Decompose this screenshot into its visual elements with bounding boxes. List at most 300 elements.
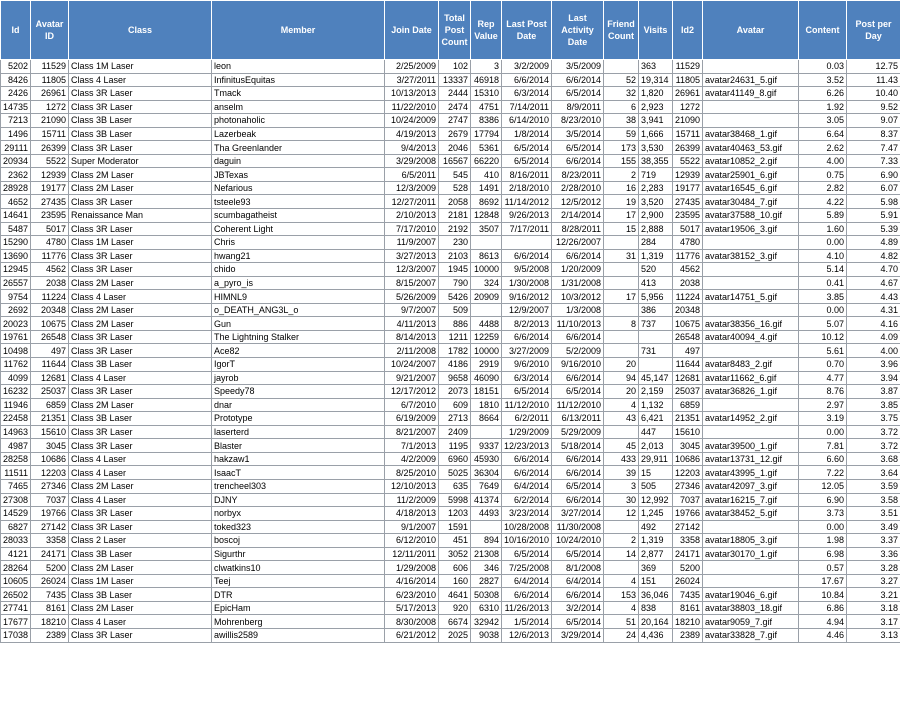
cell-avatar[interactable] (703, 276, 799, 290)
cell-last-activity-date[interactable]: 6/6/2014 (552, 371, 604, 385)
cell-visits[interactable]: 520 (639, 263, 673, 277)
cell-content[interactable]: 0.70 (799, 358, 847, 372)
cell-post-per-day[interactable]: 3.37 (847, 534, 900, 548)
cell-avatar-id[interactable]: 27435 (31, 195, 69, 209)
cell-class[interactable]: Class 4 Laser (69, 493, 212, 507)
cell-member[interactable]: anselm (212, 100, 385, 114)
cell-last-activity-date[interactable]: 6/5/2014 (552, 385, 604, 399)
cell-post-per-day[interactable]: 8.37 (847, 127, 900, 141)
cell-class[interactable]: Class 2M Laser (69, 317, 212, 331)
cell-member[interactable]: Tha Greenlander (212, 141, 385, 155)
cell-friend-count[interactable]: 59 (604, 127, 639, 141)
cell-last-post-date[interactable]: 6/3/2014 (502, 371, 552, 385)
cell-post-per-day[interactable]: 3.58 (847, 493, 900, 507)
cell-join-date[interactable]: 9/21/2007 (385, 371, 439, 385)
cell-id[interactable]: 10605 (1, 574, 31, 588)
cell-rep-value[interactable]: 8613 (471, 249, 502, 263)
cell-content[interactable]: 0.00 (799, 425, 847, 439)
cell-last-activity-date[interactable]: 10/3/2012 (552, 290, 604, 304)
cell-id[interactable]: 29111 (1, 141, 31, 155)
cell-member[interactable]: Nefarious (212, 181, 385, 195)
cell-id[interactable]: 11762 (1, 358, 31, 372)
cell-friend-count[interactable]: 43 (604, 412, 639, 426)
header-content[interactable]: Content (799, 1, 847, 60)
cell-id[interactable]: 20934 (1, 154, 31, 168)
cell-avatar[interactable]: avatar40463_53.gif (703, 141, 799, 155)
cell-rep-value[interactable]: 50308 (471, 588, 502, 602)
cell-rep-value[interactable]: 17794 (471, 127, 502, 141)
table-row[interactable] (1, 398, 900, 412)
table-row[interactable] (1, 209, 900, 223)
cell-avatar[interactable]: avatar38152_3.gif (703, 249, 799, 263)
cell-avatar[interactable]: avatar8483_2.gif (703, 358, 799, 372)
cell-last-activity-date[interactable]: 6/6/2014 (552, 452, 604, 466)
cell-visits[interactable]: 369 (639, 561, 673, 575)
header-friend-count[interactable]: Friend Count (604, 1, 639, 60)
cell-total-post-count[interactable]: 509 (439, 303, 471, 317)
cell-avatar[interactable] (703, 100, 799, 114)
cell-rep-value[interactable]: 12259 (471, 330, 502, 344)
cell-class[interactable]: Class 3R Laser (69, 263, 212, 277)
cell-post-per-day[interactable]: 3.13 (847, 628, 900, 642)
cell-member[interactable]: HIMNL9 (212, 290, 385, 304)
cell-member[interactable]: o_DEATH_ANG3L_o (212, 303, 385, 317)
cell-friend-count[interactable]: 155 (604, 154, 639, 168)
cell-last-activity-date[interactable]: 6/5/2014 (552, 141, 604, 155)
cell-last-post-date[interactable]: 3/23/2014 (502, 507, 552, 521)
cell-join-date[interactable]: 3/27/2011 (385, 73, 439, 87)
cell-avatar-id[interactable]: 3045 (31, 439, 69, 453)
cell-visits[interactable]: 2,923 (639, 100, 673, 114)
cell-total-post-count[interactable]: 920 (439, 601, 471, 615)
table-row[interactable] (1, 601, 900, 615)
cell-avatar-id[interactable]: 19766 (31, 507, 69, 521)
cell-join-date[interactable]: 4/11/2013 (385, 317, 439, 331)
cell-join-date[interactable]: 10/24/2007 (385, 358, 439, 372)
cell-total-post-count[interactable]: 1591 (439, 520, 471, 534)
cell-visits[interactable]: 3,530 (639, 141, 673, 155)
cell-content[interactable]: 0.41 (799, 276, 847, 290)
cell-id[interactable]: 9754 (1, 290, 31, 304)
table-row[interactable] (1, 181, 900, 195)
table-row[interactable] (1, 263, 900, 277)
cell-class[interactable]: Class 2M Laser (69, 601, 212, 615)
cell-last-post-date[interactable]: 2/18/2010 (502, 181, 552, 195)
cell-rep-value[interactable]: 1810 (471, 398, 502, 412)
table-row[interactable] (1, 547, 900, 561)
cell-join-date[interactable]: 12/17/2012 (385, 385, 439, 399)
cell-avatar-id[interactable]: 4562 (31, 263, 69, 277)
cell-content[interactable]: 0.03 (799, 60, 847, 74)
cell-total-post-count[interactable]: 1782 (439, 344, 471, 358)
header-last-post-date[interactable]: Last Post Date (502, 1, 552, 60)
cell-avatar[interactable] (703, 114, 799, 128)
cell-visits[interactable]: 2,888 (639, 222, 673, 236)
cell-content[interactable]: 10.84 (799, 588, 847, 602)
cell-id[interactable]: 14641 (1, 209, 31, 223)
cell-member[interactable]: DJNY (212, 493, 385, 507)
cell-total-post-count[interactable]: 2058 (439, 195, 471, 209)
cell-post-per-day[interactable]: 11.43 (847, 73, 900, 87)
cell-post-per-day[interactable]: 4.00 (847, 344, 900, 358)
cell-post-per-day[interactable]: 4.16 (847, 317, 900, 331)
cell-visits[interactable]: 1,666 (639, 127, 673, 141)
cell-class[interactable]: Class 3R Laser (69, 628, 212, 642)
cell-visits[interactable]: 1,132 (639, 398, 673, 412)
cell-total-post-count[interactable]: 2025 (439, 628, 471, 642)
cell-rep-value[interactable]: 4751 (471, 100, 502, 114)
cell-member[interactable]: hakzaw1 (212, 452, 385, 466)
cell-post-per-day[interactable]: 10.40 (847, 87, 900, 101)
cell-rep-value[interactable] (471, 520, 502, 534)
cell-id2[interactable]: 12939 (673, 168, 703, 182)
cell-friend-count[interactable]: 32 (604, 87, 639, 101)
cell-post-per-day[interactable]: 3.72 (847, 425, 900, 439)
cell-class[interactable]: Class 3R Laser (69, 344, 212, 358)
cell-content[interactable]: 7.22 (799, 466, 847, 480)
cell-id[interactable]: 4987 (1, 439, 31, 453)
cell-join-date[interactable]: 4/2/2009 (385, 452, 439, 466)
cell-avatar-id[interactable]: 497 (31, 344, 69, 358)
cell-last-post-date[interactable] (502, 236, 552, 250)
table-row[interactable] (1, 588, 900, 602)
cell-member[interactable]: clwatkins10 (212, 561, 385, 575)
cell-last-post-date[interactable]: 6/6/2014 (502, 588, 552, 602)
cell-id[interactable]: 13690 (1, 249, 31, 263)
cell-join-date[interactable]: 7/17/2010 (385, 222, 439, 236)
cell-friend-count[interactable]: 52 (604, 73, 639, 87)
cell-avatar-id[interactable]: 1272 (31, 100, 69, 114)
cell-avatar-id[interactable]: 2389 (31, 628, 69, 642)
table-row[interactable] (1, 222, 900, 236)
cell-total-post-count[interactable]: 1203 (439, 507, 471, 521)
cell-post-per-day[interactable]: 3.87 (847, 385, 900, 399)
cell-content[interactable]: 3.73 (799, 507, 847, 521)
cell-visits[interactable]: 5,956 (639, 290, 673, 304)
cell-last-post-date[interactable]: 8/16/2011 (502, 168, 552, 182)
cell-id[interactable]: 28033 (1, 534, 31, 548)
cell-post-per-day[interactable]: 5.91 (847, 209, 900, 223)
cell-member[interactable]: Tmack (212, 87, 385, 101)
cell-join-date[interactable]: 3/29/2008 (385, 154, 439, 168)
cell-rep-value[interactable]: 8664 (471, 412, 502, 426)
cell-id[interactable]: 28928 (1, 181, 31, 195)
cell-post-per-day[interactable]: 4.89 (847, 236, 900, 250)
cell-join-date[interactable]: 8/14/2013 (385, 330, 439, 344)
cell-id[interactable]: 28264 (1, 561, 31, 575)
cell-rep-value[interactable]: 410 (471, 168, 502, 182)
table-row[interactable] (1, 87, 900, 101)
cell-rep-value[interactable]: 32942 (471, 615, 502, 629)
cell-friend-count[interactable]: 51 (604, 615, 639, 629)
cell-rep-value[interactable]: 8386 (471, 114, 502, 128)
cell-content[interactable]: 6.86 (799, 601, 847, 615)
cell-avatar-id[interactable]: 7435 (31, 588, 69, 602)
cell-avatar[interactable] (703, 344, 799, 358)
cell-rep-value[interactable]: 324 (471, 276, 502, 290)
cell-id[interactable]: 17677 (1, 615, 31, 629)
cell-join-date[interactable]: 4/19/2013 (385, 127, 439, 141)
cell-content[interactable]: 2.62 (799, 141, 847, 155)
cell-id2[interactable]: 497 (673, 344, 703, 358)
cell-content[interactable]: 5.07 (799, 317, 847, 331)
cell-join-date[interactable]: 6/19/2009 (385, 412, 439, 426)
cell-friend-count[interactable]: 31 (604, 249, 639, 263)
cell-class[interactable]: Class 2M Laser (69, 276, 212, 290)
cell-post-per-day[interactable]: 4.70 (847, 263, 900, 277)
cell-join-date[interactable]: 8/30/2008 (385, 615, 439, 629)
cell-content[interactable]: 5.89 (799, 209, 847, 223)
cell-id[interactable]: 26502 (1, 588, 31, 602)
cell-friend-count[interactable]: 4 (604, 398, 639, 412)
cell-last-post-date[interactable]: 3/27/2009 (502, 344, 552, 358)
cell-class[interactable]: Class 2M Laser (69, 561, 212, 575)
cell-member[interactable]: toked323 (212, 520, 385, 534)
cell-content[interactable]: 4.77 (799, 371, 847, 385)
table-row[interactable] (1, 330, 900, 344)
cell-total-post-count[interactable]: 2444 (439, 87, 471, 101)
cell-avatar-id[interactable]: 26024 (31, 574, 69, 588)
cell-last-activity-date[interactable]: 3/27/2014 (552, 507, 604, 521)
cell-class[interactable]: Class 2M Laser (69, 168, 212, 182)
cell-class[interactable]: Class 4 Laser (69, 615, 212, 629)
cell-total-post-count[interactable]: 1211 (439, 330, 471, 344)
cell-avatar[interactable] (703, 60, 799, 74)
cell-post-per-day[interactable]: 3.59 (847, 479, 900, 493)
cell-class[interactable]: Class 3B Laser (69, 588, 212, 602)
cell-member[interactable]: norbyx (212, 507, 385, 521)
cell-content[interactable]: 10.12 (799, 330, 847, 344)
cell-avatar[interactable] (703, 520, 799, 534)
cell-member[interactable]: Blaster (212, 439, 385, 453)
cell-member[interactable]: The Lightning Stalker (212, 330, 385, 344)
cell-content[interactable]: 0.75 (799, 168, 847, 182)
cell-last-activity-date[interactable]: 6/13/2011 (552, 412, 604, 426)
cell-id2[interactable]: 10686 (673, 452, 703, 466)
cell-total-post-count[interactable]: 2103 (439, 249, 471, 263)
cell-join-date[interactable]: 10/24/2009 (385, 114, 439, 128)
cell-last-post-date[interactable]: 12/23/2013 (502, 439, 552, 453)
cell-post-per-day[interactable]: 3.49 (847, 520, 900, 534)
cell-avatar-id[interactable]: 10686 (31, 452, 69, 466)
cell-id2[interactable]: 21351 (673, 412, 703, 426)
cell-join-date[interactable]: 8/15/2007 (385, 276, 439, 290)
cell-join-date[interactable]: 5/17/2013 (385, 601, 439, 615)
cell-avatar[interactable]: avatar33828_7.gif (703, 628, 799, 642)
cell-content[interactable]: 0.00 (799, 236, 847, 250)
cell-id2[interactable]: 26024 (673, 574, 703, 588)
cell-visits[interactable]: 719 (639, 168, 673, 182)
cell-avatar[interactable]: avatar9059_7.gif (703, 615, 799, 629)
table-row[interactable] (1, 628, 900, 642)
table-row[interactable] (1, 412, 900, 426)
cell-id[interactable]: 14735 (1, 100, 31, 114)
cell-member[interactable]: a_pyro_is (212, 276, 385, 290)
cell-last-post-date[interactable]: 7/17/2011 (502, 222, 552, 236)
table-row[interactable] (1, 615, 900, 629)
cell-join-date[interactable]: 2/10/2013 (385, 209, 439, 223)
cell-avatar[interactable] (703, 263, 799, 277)
cell-member[interactable]: JBTexas (212, 168, 385, 182)
cell-total-post-count[interactable]: 545 (439, 168, 471, 182)
cell-post-per-day[interactable]: 3.64 (847, 466, 900, 480)
cell-avatar[interactable]: avatar10852_2.gif (703, 154, 799, 168)
cell-last-post-date[interactable]: 12/9/2007 (502, 303, 552, 317)
cell-friend-count[interactable]: 2 (604, 534, 639, 548)
table-row[interactable] (1, 195, 900, 209)
cell-content[interactable]: 17.67 (799, 574, 847, 588)
cell-join-date[interactable]: 7/1/2013 (385, 439, 439, 453)
cell-id[interactable]: 17038 (1, 628, 31, 642)
cell-avatar[interactable]: avatar19506_3.gif (703, 222, 799, 236)
cell-content[interactable]: 6.60 (799, 452, 847, 466)
cell-visits[interactable]: 737 (639, 317, 673, 331)
cell-last-activity-date[interactable]: 8/9/2011 (552, 100, 604, 114)
cell-join-date[interactable]: 5/26/2009 (385, 290, 439, 304)
cell-total-post-count[interactable]: 790 (439, 276, 471, 290)
cell-total-post-count[interactable]: 609 (439, 398, 471, 412)
cell-id[interactable]: 20023 (1, 317, 31, 331)
cell-id[interactable]: 26557 (1, 276, 31, 290)
cell-avatar-id[interactable]: 6859 (31, 398, 69, 412)
header-member[interactable]: Member (212, 1, 385, 60)
cell-post-per-day[interactable]: 3.85 (847, 398, 900, 412)
cell-post-per-day[interactable]: 3.68 (847, 452, 900, 466)
cell-id2[interactable]: 15610 (673, 425, 703, 439)
cell-id2[interactable]: 15711 (673, 127, 703, 141)
cell-content[interactable]: 4.46 (799, 628, 847, 642)
cell-post-per-day[interactable]: 3.17 (847, 615, 900, 629)
cell-post-per-day[interactable]: 3.28 (847, 561, 900, 575)
cell-id2[interactable]: 6859 (673, 398, 703, 412)
cell-id2[interactable]: 2389 (673, 628, 703, 642)
cell-visits[interactable]: 20,164 (639, 615, 673, 629)
cell-join-date[interactable]: 12/27/2011 (385, 195, 439, 209)
cell-avatar[interactable]: avatar43995_1.gif (703, 466, 799, 480)
cell-content[interactable]: 12.05 (799, 479, 847, 493)
cell-last-activity-date[interactable]: 6/6/2014 (552, 466, 604, 480)
cell-last-post-date[interactable]: 9/16/2012 (502, 290, 552, 304)
cell-join-date[interactable]: 12/3/2007 (385, 263, 439, 277)
cell-join-date[interactable]: 8/25/2010 (385, 466, 439, 480)
cell-total-post-count[interactable]: 5998 (439, 493, 471, 507)
cell-last-activity-date[interactable]: 2/14/2014 (552, 209, 604, 223)
header-id2[interactable]: Id2 (673, 1, 703, 60)
cell-last-activity-date[interactable]: 11/12/2010 (552, 398, 604, 412)
cell-class[interactable]: Class 3B Laser (69, 547, 212, 561)
cell-post-per-day[interactable]: 3.75 (847, 412, 900, 426)
cell-join-date[interactable]: 6/5/2011 (385, 168, 439, 182)
cell-id[interactable]: 12945 (1, 263, 31, 277)
cell-total-post-count[interactable]: 2192 (439, 222, 471, 236)
cell-class[interactable]: Class 3R Laser (69, 385, 212, 399)
cell-avatar[interactable]: avatar13731_12.gif (703, 452, 799, 466)
cell-last-post-date[interactable]: 7/25/2008 (502, 561, 552, 575)
cell-friend-count[interactable] (604, 425, 639, 439)
cell-avatar-id[interactable]: 5522 (31, 154, 69, 168)
cell-id2[interactable]: 4780 (673, 236, 703, 250)
cell-avatar-id[interactable]: 3358 (31, 534, 69, 548)
cell-content[interactable]: 4.22 (799, 195, 847, 209)
cell-post-per-day[interactable]: 12.75 (847, 60, 900, 74)
cell-content[interactable]: 6.90 (799, 493, 847, 507)
cell-join-date[interactable]: 2/11/2008 (385, 344, 439, 358)
cell-join-date[interactable]: 6/23/2010 (385, 588, 439, 602)
cell-total-post-count[interactable]: 2713 (439, 412, 471, 426)
cell-id[interactable]: 19761 (1, 330, 31, 344)
cell-avatar[interactable]: avatar37588_10.gif (703, 209, 799, 223)
cell-last-post-date[interactable]: 6/4/2014 (502, 479, 552, 493)
cell-visits[interactable]: 2,159 (639, 385, 673, 399)
cell-id2[interactable]: 10675 (673, 317, 703, 331)
cell-member[interactable]: InfinitusEquitas (212, 73, 385, 87)
cell-friend-count[interactable] (604, 276, 639, 290)
cell-content[interactable]: 3.19 (799, 412, 847, 426)
cell-last-activity-date[interactable]: 11/10/2013 (552, 317, 604, 331)
table-row[interactable] (1, 507, 900, 521)
header-avatar[interactable]: Avatar (703, 1, 799, 60)
cell-last-activity-date[interactable]: 11/30/2008 (552, 520, 604, 534)
cell-content[interactable]: 7.81 (799, 439, 847, 453)
cell-friend-count[interactable]: 30 (604, 493, 639, 507)
cell-friend-count[interactable]: 153 (604, 588, 639, 602)
cell-class[interactable]: Class 2M Laser (69, 479, 212, 493)
cell-avatar[interactable]: avatar16545_6.gif (703, 181, 799, 195)
table-row[interactable] (1, 60, 900, 74)
cell-last-post-date[interactable]: 6/2/2014 (502, 493, 552, 507)
cell-id[interactable]: 5202 (1, 60, 31, 74)
cell-avatar-id[interactable]: 21351 (31, 412, 69, 426)
cell-last-activity-date[interactable]: 5/2/2009 (552, 344, 604, 358)
cell-visits[interactable]: 19,314 (639, 73, 673, 87)
cell-avatar-id[interactable]: 19177 (31, 181, 69, 195)
cell-friend-count[interactable]: 19 (604, 195, 639, 209)
cell-total-post-count[interactable]: 13337 (439, 73, 471, 87)
table-row[interactable] (1, 73, 900, 87)
cell-visits[interactable]: 3,941 (639, 114, 673, 128)
table-row[interactable] (1, 520, 900, 534)
cell-last-activity-date[interactable]: 8/28/2011 (552, 222, 604, 236)
cell-member[interactable]: leon (212, 60, 385, 74)
cell-total-post-count[interactable]: 2474 (439, 100, 471, 114)
cell-id[interactable]: 4099 (1, 371, 31, 385)
cell-join-date[interactable]: 3/27/2013 (385, 249, 439, 263)
cell-total-post-count[interactable]: 2046 (439, 141, 471, 155)
cell-content[interactable]: 2.97 (799, 398, 847, 412)
cell-avatar[interactable]: avatar18805_3.gif (703, 534, 799, 548)
cell-rep-value[interactable] (471, 425, 502, 439)
cell-avatar[interactable]: avatar39500_1.gif (703, 439, 799, 453)
cell-visits[interactable]: 505 (639, 479, 673, 493)
cell-last-post-date[interactable]: 1/5/2014 (502, 615, 552, 629)
cell-last-activity-date[interactable]: 1/20/2009 (552, 263, 604, 277)
cell-class[interactable]: Class 3B Laser (69, 127, 212, 141)
cell-avatar-id[interactable]: 5200 (31, 561, 69, 575)
cell-member[interactable]: jayrob (212, 371, 385, 385)
cell-total-post-count[interactable]: 102 (439, 60, 471, 74)
cell-friend-count[interactable] (604, 303, 639, 317)
cell-post-per-day[interactable]: 4.43 (847, 290, 900, 304)
cell-last-activity-date[interactable]: 9/16/2010 (552, 358, 604, 372)
cell-visits[interactable]: 284 (639, 236, 673, 250)
cell-id[interactable]: 7213 (1, 114, 31, 128)
cell-avatar-id[interactable]: 7037 (31, 493, 69, 507)
cell-last-activity-date[interactable]: 6/4/2014 (552, 574, 604, 588)
cell-id2[interactable]: 26961 (673, 87, 703, 101)
cell-member[interactable]: Coherent Light (212, 222, 385, 236)
cell-avatar[interactable]: avatar42097_3.gif (703, 479, 799, 493)
cell-id[interactable]: 2426 (1, 87, 31, 101)
